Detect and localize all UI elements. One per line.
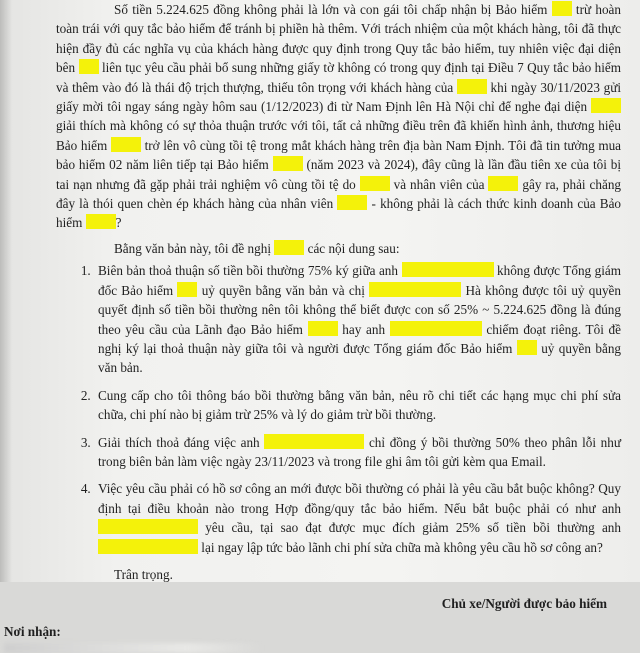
text-run: Cung cấp cho tôi thông báo bồi thường bằng văn bản, nêu rõ chi tiết các hạng mục chi phí sửa chữa, chi phí nào bị giảm trừ 25% và lý do giảm trừ bồi thường.: [98, 387, 621, 423]
recipients-label: Nơi nhận:: [4, 623, 61, 639]
text-run: Việc yêu cầu phải có hồ sơ công an mới được bồi thường có phải là yêu cầu bắt buộc không? Quy định tại điều khoản nào trong Hợp đồng/quy tắc bảo hiểm. Nếu bắt buộc phải có như anh: [98, 481, 621, 516]
text-run: trừ hoàn toàn trái với quy tắc bảo hiểm để tránh bị phiền hà thêm. Với trách nhiệm của một khách hàng, tôi đã thực hiện đầy đủ các nghĩa vụ của khách hàng được quy định trong Quy tắc bảo hiểm, tuy nhiên việc đại diện bên: [56, 2, 622, 76]
redaction-highlight: [111, 137, 141, 152]
blurred-recipient-line: [4, 643, 264, 653]
list-item: [94, 433, 621, 472]
text-run: chỉ đồng ý bồi thường 50% theo phân lỗi như trong biên bản làm việc ngày 23/11/2023 và trong file ghi âm tôi gửi kèm qua Email.: [98, 434, 622, 469]
page-fold-shadow: [0, 0, 12, 582]
text-run: Số tiền 5.224.625 đồng không phải là lớn và con gái tôi chấp nhận bị Bảo hiểm: [114, 2, 548, 17]
redaction-highlight: [488, 176, 518, 191]
redaction-highlight: [369, 282, 461, 297]
letter-body: [4, 0, 622, 653]
text-run: (năm 2023 và 2024), đây cũng là lần đầu tiên xe của tôi bị tai nạn nhưng đã gặp phải trải nghiệm vô cùng tồi tệ do: [56, 157, 622, 192]
redaction-highlight: [360, 176, 390, 191]
redaction-highlight: [177, 282, 197, 297]
text-run: Giải thích thoả đáng việc anh: [98, 434, 260, 450]
text-run: không được Tổng giám đốc Bảo hiểm: [98, 263, 621, 298]
redaction-highlight: [337, 195, 367, 210]
redaction-highlight: [308, 321, 338, 336]
list-item: [94, 479, 621, 557]
paragraph-complaint: [56, 0, 621, 233]
redaction-highlight: [552, 1, 572, 16]
list-item: [94, 386, 621, 425]
text-run: ?: [115, 215, 122, 231]
text-run: liên tục yêu cầu phải bổ sung những giấy tờ không có trong quy định tại Điều 7 Quy tắc bảo hiểm và thêm vào đó là thái độ trịch thượng, thiếu tôn trọng với khách hàng của: [56, 60, 622, 95]
request-list: [56, 261, 621, 557]
redaction-highlight: [390, 321, 482, 336]
list-item: [94, 261, 621, 377]
paragraph-intro: [56, 239, 621, 258]
redaction-highlight: [402, 262, 494, 277]
redaction-highlight: [517, 340, 537, 355]
text-run: Hà không được tôi uỷ quyền quyết định số tiền bồi thường nên tôi không thể biết được con số 25% ~ 5.224.625 đồng là đúng theo yêu cầu của Lãnh đạo Bảo hiểm: [98, 282, 622, 337]
text-run: chiếm đoạt riêng. Tôi đề nghị ký lại thoả thuận này giữa tôi và người được Tổng giám đốc Bảo hiểm: [98, 321, 622, 356]
text-run: hay anh: [342, 321, 386, 337]
redaction-highlight: [98, 539, 198, 554]
closing-text: Trân trọng.: [114, 566, 173, 582]
redaction-highlight: [86, 214, 116, 229]
text-run: - không phải là cách thức kinh doanh của Bảo hiểm: [56, 196, 622, 231]
redaction-highlight: [591, 98, 621, 113]
text-run: khi ngày 30/11/2023 gửi giấy mời tôi ngay sáng ngày hôm sau (1/12/2023) đi từ Nam Định lên Hà Nội chỉ để nghe đại diện: [56, 79, 622, 115]
text-run: và nhân viên của: [393, 176, 485, 192]
text-run: các nội dung sau:: [307, 240, 400, 256]
text-run: uỷ quyền bằng văn bản.: [98, 340, 622, 376]
redaction-highlight: [79, 59, 99, 74]
text-run: yêu cầu, tại sao đạt được mục đích giảm 25% số tiền bồi thường anh: [205, 520, 621, 536]
redaction-highlight: [457, 79, 487, 94]
text-run: uỷ quyền bằng văn bản và chị: [201, 282, 365, 298]
text-run: trở lên vô cùng tồi tệ trong mắt khách hàng trên địa bàn Nam Định. Tôi đã tin tưởng mua bảo hiểm 02 năm liên tiếp tại Bảo hiểm: [56, 137, 622, 173]
text-run: lại ngay lập tức bảo lãnh chi phí sửa chữa mà không yêu cầu hồ sơ công an?: [201, 539, 603, 555]
redaction-highlight: [264, 434, 364, 449]
redaction-highlight: [98, 519, 198, 534]
text-run: Biên bản thoả thuận số tiền bồi thường 75% ký giữa anh: [98, 263, 398, 279]
redaction-highlight: [274, 240, 304, 255]
text-run: giải thích mà không có sự thỏa thuận trước với tôi, tất cả những điều trên đã khiến hình ảnh, thương hiệu Bảo hiểm: [56, 118, 621, 153]
redaction-highlight: [273, 156, 303, 171]
text-run: gây ra, phải chăng đây là thói quen chèn ép khách hàng của nhân viên: [56, 176, 622, 212]
signature-title: Chủ xe/Người được bảo hiểm: [441, 596, 607, 612]
text-run: Bằng văn bản này, tôi đề nghị: [114, 240, 271, 256]
